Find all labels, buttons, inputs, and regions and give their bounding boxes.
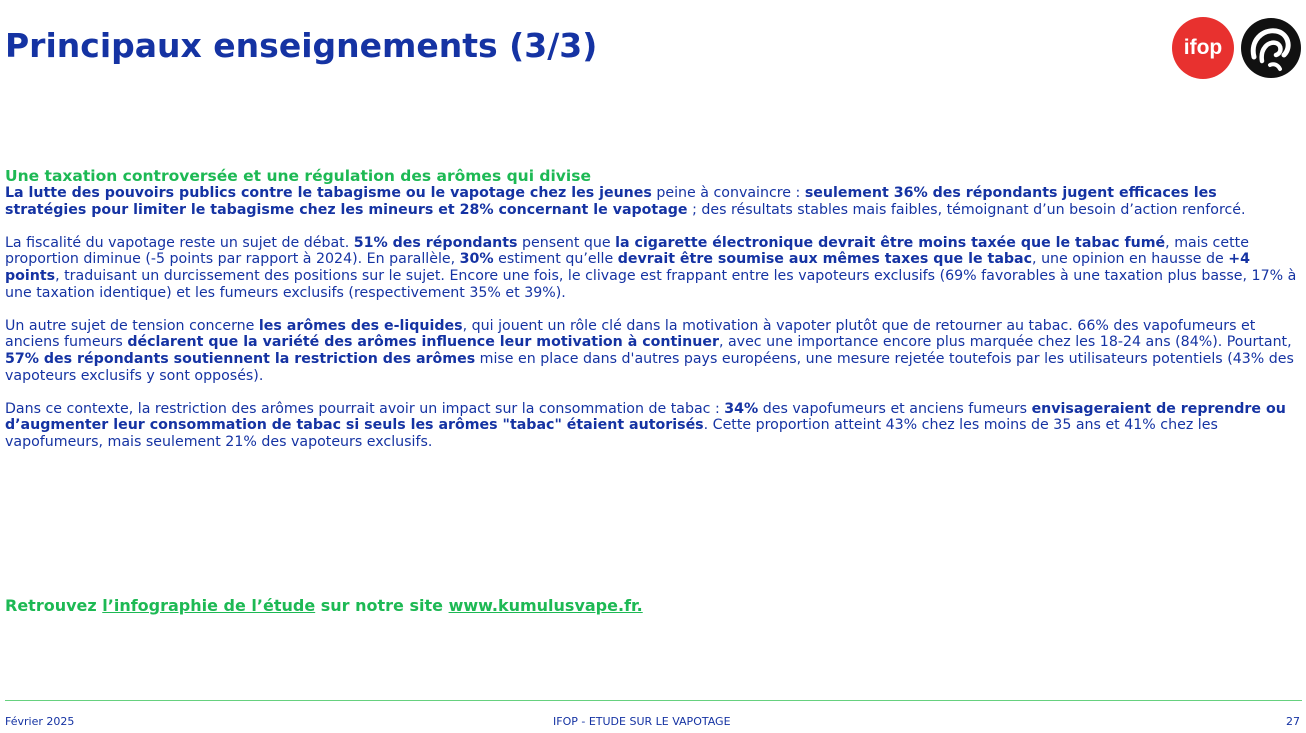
text-run: , qui jouent un rôle clé dans la motivation à vapoter plutôt que de retourner au tabac. 66% des vapofumeurs et anciens fumeurs: [5, 317, 1256, 351]
bold-text: la cigarette électronique devrait être moins taxée que le tabac fumé: [615, 234, 1166, 251]
footer-divider: [5, 700, 1302, 701]
bold-text: 51% des répondants: [353, 234, 518, 251]
bold-text: déclarent que la variété des arômes influence leur motivation à continuer: [127, 334, 719, 351]
text-run: Un autre sujet de tension concerne: [5, 317, 259, 334]
bold-text: 30%: [459, 251, 494, 268]
text-run: La fiscalité du vapotage reste un sujet de débat.: [5, 234, 354, 251]
website-link[interactable]: www.kumulusvape.fr.: [448, 596, 643, 615]
footer-title: IFOP - ETUDE SUR LE VAPOTAGE: [553, 715, 731, 728]
text-run: , traduisant un durcissement des positions sur le sujet. Encore une fois, le clivage est frappant entre les vapoteurs exclusifs (69% favorables à une taxation plus basse, 17% à une taxation identique) et les fumeurs exclusifs (respectivement 35% et 39%).: [5, 267, 1297, 301]
text-run: , mais cette proportion diminue (-5 points par rapport à 2024). En parallèle,: [5, 234, 1249, 268]
call-to-action: [5, 596, 643, 615]
paragraph-2: [5, 235, 1297, 301]
page-number: 27: [1286, 715, 1300, 728]
bold-text: seulement 36% des répondants jugent efficaces les stratégies pour limiter le tabagisme chez les mineurs et 28% concernant le vapotage: [5, 185, 1217, 218]
paragraph-3: [5, 318, 1297, 384]
footer-date: Février 2025: [5, 715, 75, 728]
text-run: pensent que: [517, 234, 616, 251]
section-heading: Une taxation controversée et une régulation des arômes qui divise: [5, 167, 591, 185]
logos: [1172, 17, 1302, 79]
cta-prefix: Retrouvez: [5, 596, 103, 615]
bold-text: 34%: [724, 400, 759, 417]
kumulus-logo-icon: [1240, 17, 1302, 79]
page-title: Principaux enseignements (3/3): [5, 26, 598, 65]
bold-text: les arômes des e-liquides: [258, 317, 463, 334]
bold-text: envisageraient de reprendre ou d’augmenter leur consommation de tabac si seuls les arômes "tabac" étaient autorisés: [5, 400, 1286, 434]
bold-text: 57% des répondants soutiennent la restriction des arômes: [5, 350, 476, 367]
text-run: ; des résultats stables mais faibles, témoignant d’un besoin d’action renforcé.: [687, 201, 1246, 218]
bold-text: +4 points: [5, 251, 1250, 284]
text-run: des vapofumeurs et anciens fumeurs: [758, 400, 1032, 417]
paragraph-1: [5, 185, 1246, 218]
text-run: , une opinion en hausse de: [1032, 251, 1229, 268]
text-run: peine à convaincre :: [651, 185, 805, 201]
bold-text: devrait être soumise aux mêmes taxes que le tabac: [617, 251, 1033, 268]
text-run: . Cette proportion atteint 43% chez les moins de 35 ans et 41% chez les vapofumeurs, mais seulement 21% des vapoteurs exclusifs.: [5, 417, 1218, 450]
cta-middle: sur notre site: [315, 596, 449, 615]
text-run: Dans ce contexte, la restriction des arômes pourrait avoir un impact sur la consommation de tabac :: [5, 400, 725, 417]
ifop-logo-text: ifop: [1183, 36, 1223, 59]
text-run: , avec une importance encore plus marquée chez les 18-24 ans (84%). Pourtant,: [718, 334, 1292, 351]
ifop-logo: [1172, 17, 1234, 79]
section-block: [5, 168, 1297, 218]
text-run: estiment qu’elle: [493, 251, 618, 268]
text-run: mise en place dans d'autres pays européens, une mesure rejetée toutefois par les utilisateurs potentiels (43% des vapoteurs exclusifs y sont opposés).: [5, 350, 1294, 384]
infographic-link[interactable]: l’infographie de l’étude: [102, 596, 316, 615]
bold-text: La lutte des pouvoirs publics contre le tabagisme ou le vapotage chez les jeunes: [5, 185, 652, 201]
main-content: [5, 168, 1297, 467]
paragraph-4: [5, 401, 1297, 451]
